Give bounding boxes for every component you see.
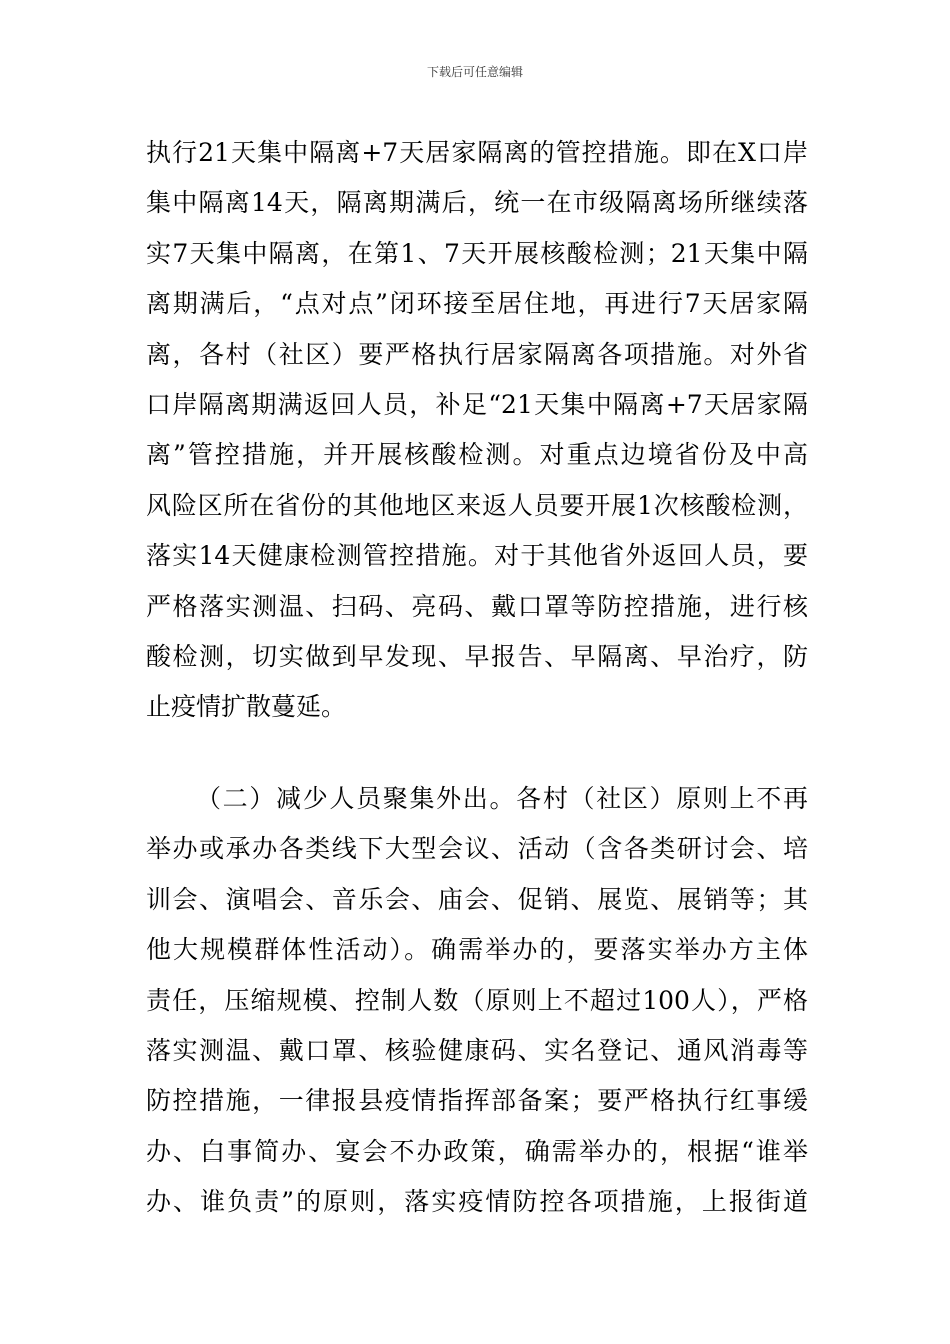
text-line: 责任，压缩规模、控制人数（原则上不超过100人），严格 <box>146 985 808 1015</box>
paragraph-quarantine-measures <box>146 128 808 733</box>
text-line: 严格落实测温、扫码、亮码、戴口罩等防控措施，进行核 <box>146 591 808 621</box>
text-line: 离期满后，“点对点”闭环接至居住地，再进行7天居家隔 <box>146 289 808 319</box>
text-line: 集中隔离14天，隔离期满后，统一在市级隔离场所继续落 <box>146 188 808 218</box>
text-line: 办、白事简办、宴会不办政策，确需举办的，根据“谁举 <box>146 1136 808 1166</box>
text-line: 防控措施，一律报县疫情指挥部备案；要严格执行红事缓 <box>146 1086 808 1116</box>
text-line: 口岸隔离期满返回人员，补足“21天集中隔离+7天居家隔 <box>146 389 808 419</box>
text-line: 落实14天健康检测管控措施。对于其他省外返回人员，要 <box>146 541 808 571</box>
paragraph-reduce-gatherings <box>146 774 808 1228</box>
text-line: 实7天集中隔离，在第1、7天开展核酸检测；21天集中隔 <box>146 238 808 268</box>
text-line: 离，各村（社区）要严格执行居家隔离各项措施。对外省 <box>146 339 808 369</box>
text-line: 止疫情扩散蔓延。 <box>146 692 347 722</box>
text-line: 离”管控措施，并开展核酸检测。对重点边境省份及中高 <box>146 440 808 470</box>
text-line: 办、谁负责”的原则，落实疫情防控各项措施，上报街道 <box>146 1187 808 1217</box>
text-line: 风险区所在省份的其他地区来返人员要开展1次核酸检测， <box>146 490 808 520</box>
text-line: 他大规模群体性活动）。确需举办的，要落实举办方主体 <box>146 935 808 965</box>
text-line: 训会、演唱会、音乐会、庙会、促销、展览、展销等；其 <box>146 884 808 914</box>
text-line: 酸检测，切实做到早发现、早报告、早隔离、早治疗，防 <box>146 641 808 671</box>
page-header: 下载后可任意编辑 <box>426 65 523 79</box>
text-line: 执行21天集中隔离+7天居家隔离的管控措施。即在X口岸 <box>146 138 808 167</box>
text-line: 举办或承办各类线下大型会议、活动（含各类研讨会、培 <box>146 834 808 864</box>
text-line: （二）减少人员聚集外出。各村（社区）原则上不再 <box>196 784 808 813</box>
text-line: 落实测温、戴口罩、核验健康码、实名登记、通风消毒等 <box>146 1035 808 1065</box>
